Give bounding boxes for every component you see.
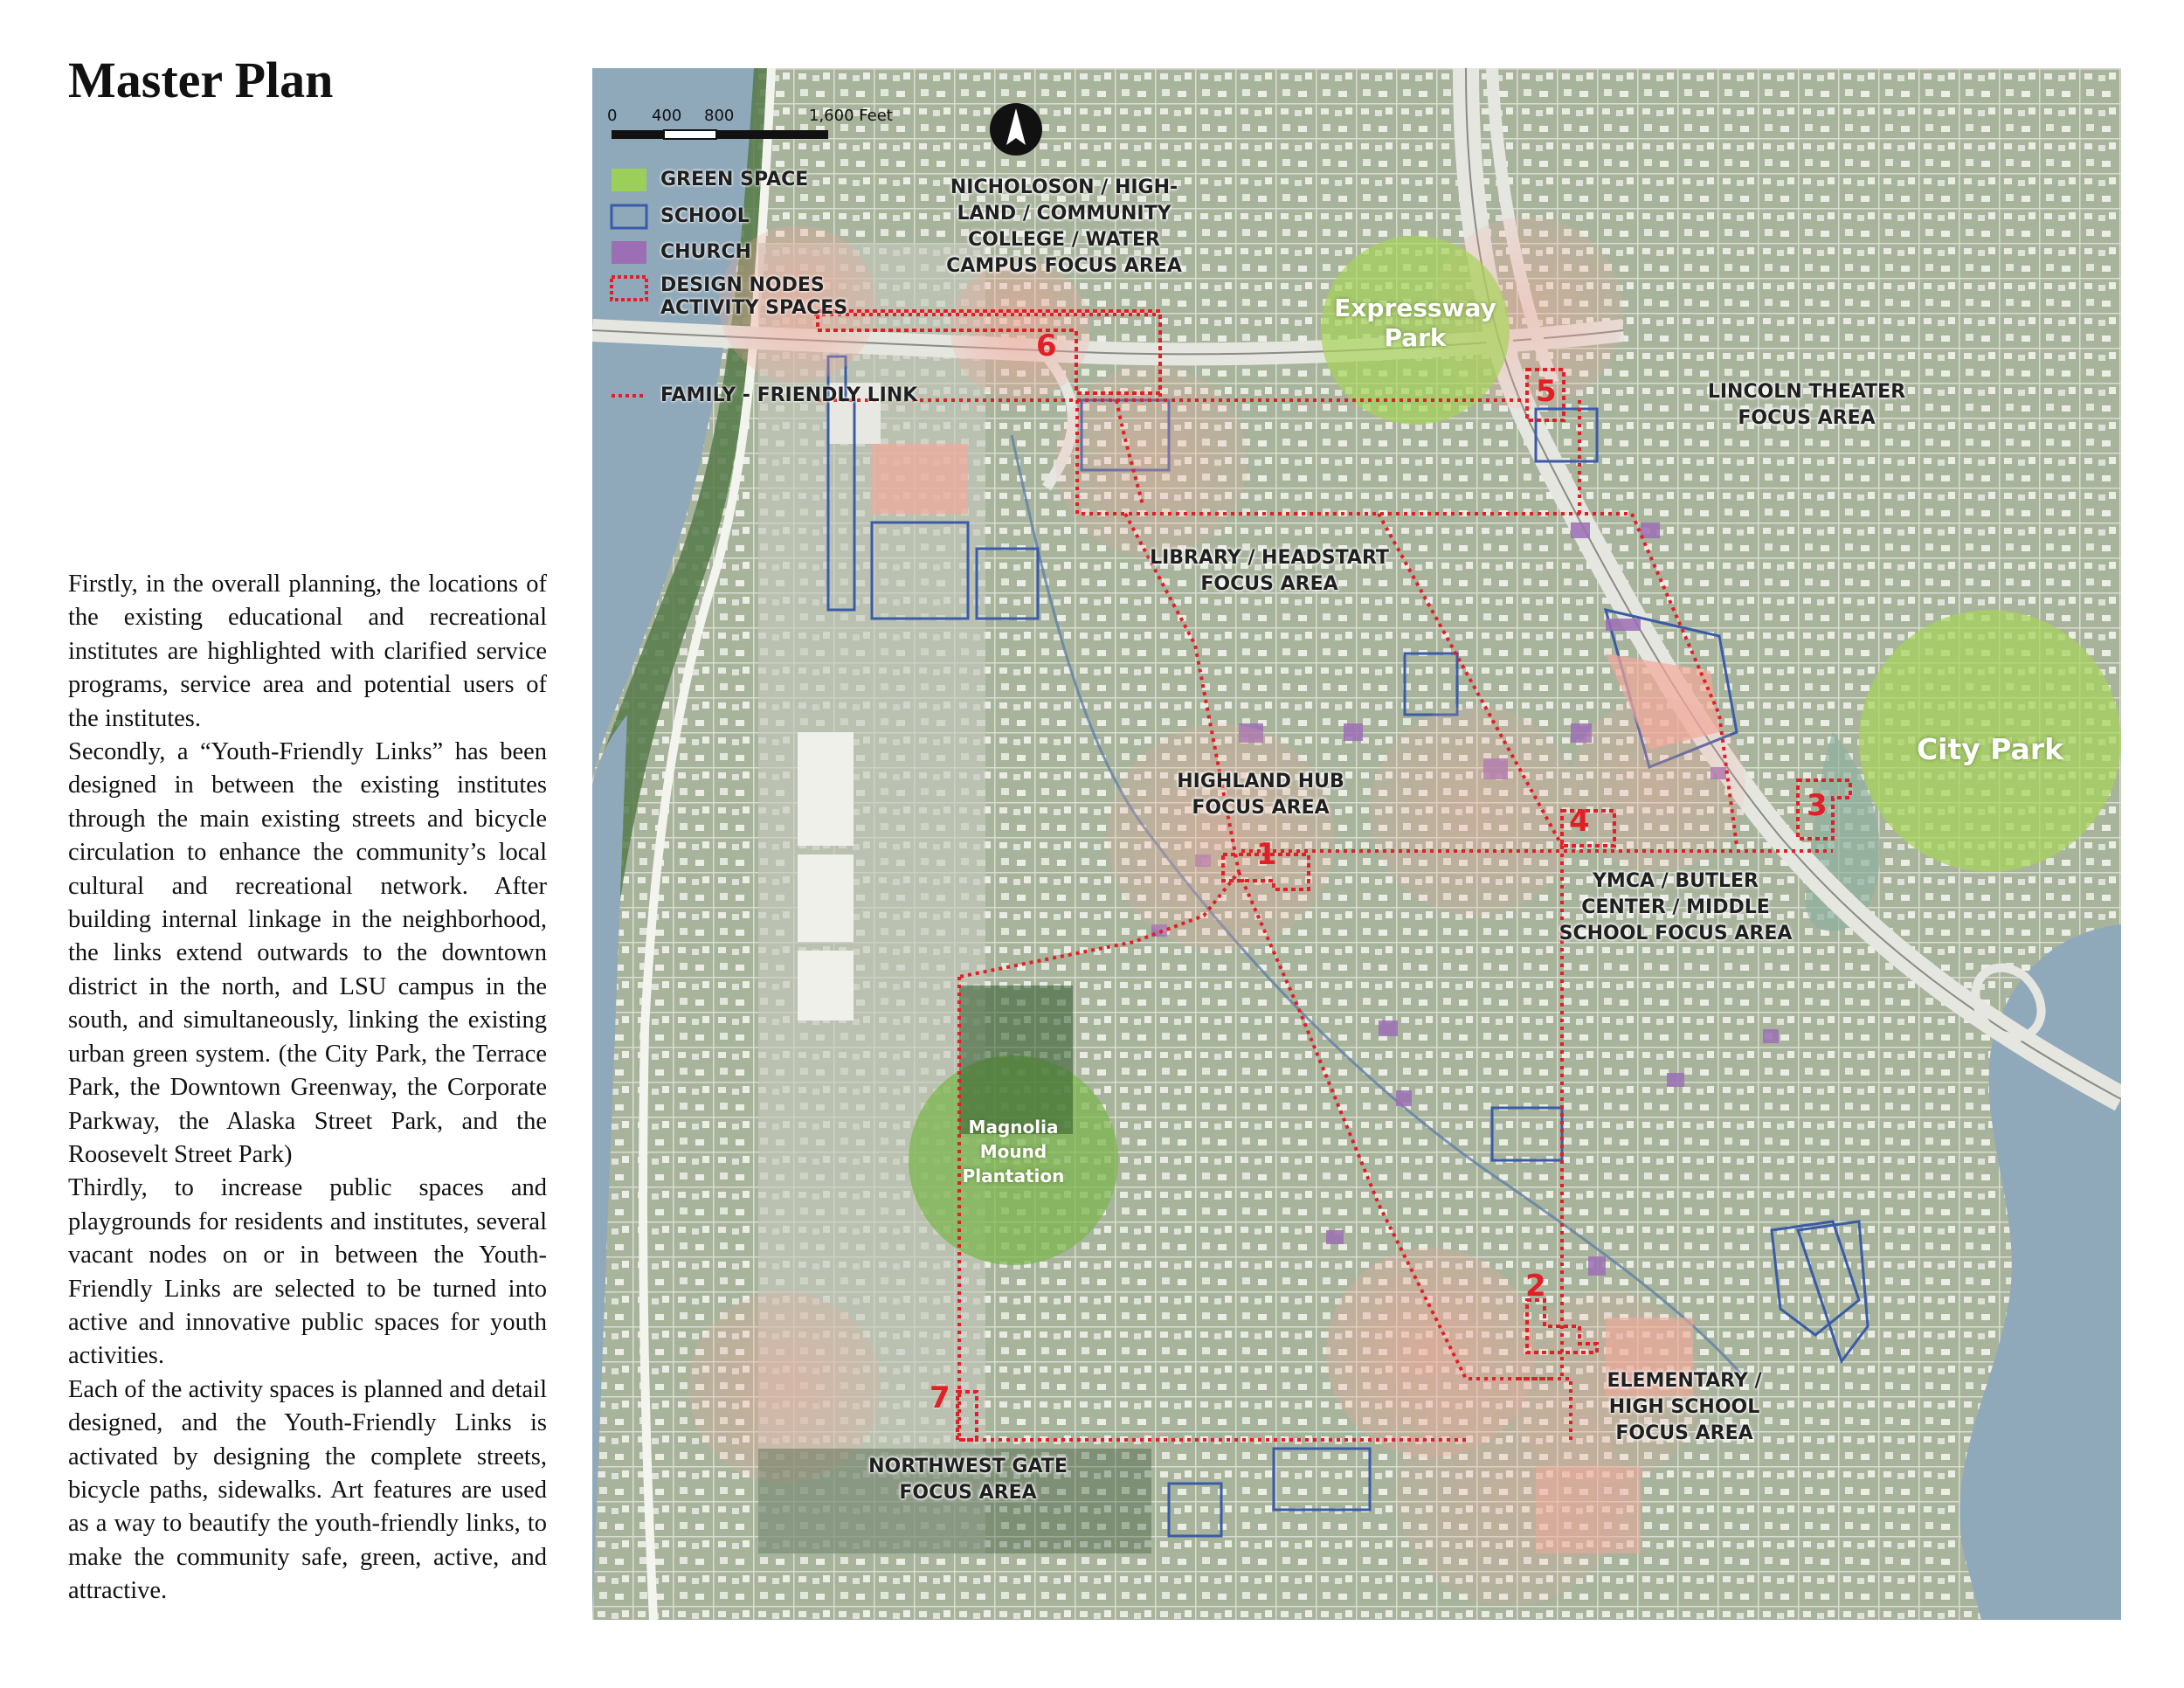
label-lincoln: LINCOLN THEATER FOCUS AREA <box>1707 381 1906 429</box>
pink-building <box>872 444 968 514</box>
scale-label: 0 <box>607 107 618 125</box>
label-ymca: YMCA / BUTLER CENTER / MIDDLE SCHOOL FOCUS AREA <box>1559 870 1793 944</box>
church-marker <box>1588 1256 1606 1276</box>
church-marker <box>1344 723 1363 741</box>
label-library: LIBRARY / HEADSTART FOCUS AREA <box>1150 547 1389 595</box>
legend-green-space: GREEN SPACE <box>660 169 809 190</box>
church-marker <box>1606 619 1641 631</box>
node-number-5: 5 <box>1536 374 1557 409</box>
church-marker <box>1326 1230 1344 1244</box>
paragraph: Secondly, a “Youth-Friendly Links” has been designed in between the existing institutes through the main existing streets and bicycle circulation to enhance the community’s local cultural and recreational network. After building internal linkage in the neighborhood, the links extend outwards to the downtown district in the north, and LSU campus in the south, and simultaneously, linking the existing urban green system. (the City Park, the Terrace Park, the Downtown Greenway, the Corporate Parkway, the Alaska Street Park, and the Roosevelt Street Park) <box>68 738 547 1168</box>
label-city-park: City Park <box>1916 732 2064 766</box>
label-magnolia-mound: Magnolia Mound Plantation <box>962 1117 1065 1186</box>
body-text <box>68 568 547 1608</box>
node-number-6: 6 <box>1036 329 1057 363</box>
focus-circle-1 <box>1108 723 1335 951</box>
node-number-7: 7 <box>930 1380 950 1415</box>
node-number-2: 2 <box>1525 1269 1546 1304</box>
label-nicholoson: NICHOLOSON / HIGH- LAND / COMMUNITY COLLEGE / WATER CAMPUS FOCUS AREA <box>946 176 1182 277</box>
scale-label: 800 <box>704 107 735 125</box>
pink-building <box>1536 1466 1641 1553</box>
church-marker <box>1763 1029 1779 1043</box>
scale-bar <box>612 130 828 139</box>
legend-school: SCHOOL <box>660 205 750 227</box>
master-plan-map <box>592 68 2121 1620</box>
label-elementary: ELEMENTARY / HIGH SCHOOL FOCUS AREA <box>1607 1370 1762 1444</box>
scale-label: 1,600 Feet <box>809 107 893 125</box>
page-title: Master Plan <box>68 52 334 108</box>
warehouse <box>798 854 854 942</box>
legend-design-nodes: DESIGN NODES ACTIVITY SPACES <box>660 274 848 319</box>
church-marker <box>1571 522 1590 538</box>
church-marker <box>1379 1020 1398 1036</box>
woods <box>959 986 1073 1134</box>
node-number-1: 1 <box>1256 837 1277 872</box>
legend-church: CHURCH <box>660 241 751 263</box>
church-marker <box>1641 522 1660 538</box>
warehouse <box>798 951 854 1020</box>
legend-swatch-church <box>612 241 646 264</box>
church-marker <box>1667 1073 1684 1087</box>
paragraph: Thirdly, to increase public spaces and playgrounds for residents and institutes, several vacant nodes on or in between the Youth-Friendly Links are selected to be turned into active and innovative public spaces for youth activities. <box>68 1174 547 1370</box>
north-arrow <box>990 103 1042 156</box>
warehouse <box>798 732 854 846</box>
legend-family-link: FAMILY - FRIENDLY LINK <box>660 384 918 406</box>
label-northwest: NORTHWEST GATE FOCUS AREA <box>868 1456 1068 1504</box>
label-expressway-park: Expressway Park <box>1334 294 1496 352</box>
church-marker <box>1396 1090 1412 1106</box>
paragraph: Each of the activity spaces is planned and detail designed, and the Youth-Friendly Links is activated by designing the complete streets, bicycle paths, sidewalks. Art features are used as a way to beautify the youth-friendly links, to make the community safe, green, active, and attractive. <box>68 1375 547 1605</box>
node-number-4: 4 <box>1569 804 1590 839</box>
focus-circle-4 <box>1370 706 1579 916</box>
paragraph: Firstly, in the overall planning, the locations of the existing educational and recreational institutes are highlighted with clarified service programs, service area and potential users of the institutes. <box>68 571 547 732</box>
legend-swatch-green <box>612 169 646 191</box>
label-highland: HIGHLAND HUB FOCUS AREA <box>1177 771 1344 819</box>
scale-label: 400 <box>652 107 682 125</box>
node-number-3: 3 <box>1807 788 1828 823</box>
